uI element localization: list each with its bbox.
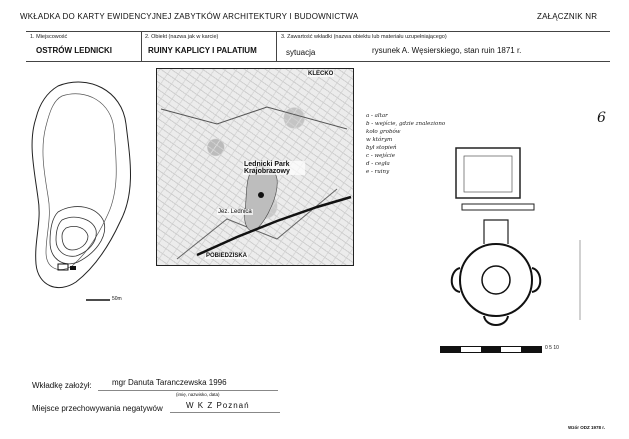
field-divider-2 <box>276 31 277 61</box>
palatium-inner <box>464 156 512 192</box>
map-road <box>161 107 347 129</box>
field-3-right-value: rysunek A. Węsierskiego, stan ruin 1871 r. <box>372 46 522 55</box>
drawing-scale-bar <box>440 346 542 353</box>
author-hint: (imię, nazwisko, data) <box>176 392 220 397</box>
map-label-lake: Jez. Lednica <box>218 209 252 215</box>
note-line: b - wejście, gdzie znaleziono <box>366 121 446 127</box>
island-contour-1 <box>43 94 116 270</box>
note-line: d - cegła <box>366 161 390 167</box>
drawing-scale-label: 0 5 10 <box>545 345 559 351</box>
map-lake <box>245 166 278 231</box>
field-divider-1 <box>141 31 142 61</box>
field-3-label: 3. Zawartość wkładki (nazwa obiektu lub materiału uzupełniającego) <box>281 34 447 40</box>
ruin-marker-2 <box>70 266 76 270</box>
note-line: c - wejście <box>366 153 396 159</box>
chapel-rotunda <box>460 244 532 316</box>
fields-bottom-rule <box>26 61 610 62</box>
fields-top-rule <box>26 31 610 32</box>
map-label-bottom: POBIEDZISKA <box>206 253 248 259</box>
field-3-left-value: sytuacja <box>286 48 316 57</box>
author-underline <box>98 390 278 391</box>
storage-underline <box>170 412 280 413</box>
island-contour-4 <box>62 226 88 250</box>
rotunda-apse-bottom <box>484 316 508 325</box>
note-line: a - altar <box>366 113 388 119</box>
rotunda-apse-right <box>532 268 540 292</box>
annex-label: ZAŁĄCZNIK NR <box>537 12 598 21</box>
note-line: w którym <box>366 137 393 143</box>
note-line: e - ruiny <box>366 169 390 175</box>
ruins-plan-sketch <box>440 120 610 360</box>
rotunda-apse-left <box>452 268 460 292</box>
island-outline-drawing <box>18 72 146 312</box>
author-label: Wkładkę założył: <box>32 381 92 390</box>
chapel-wall <box>462 204 534 210</box>
field-2-value: RUINY KAPLICY I PALATIUM <box>148 46 257 55</box>
storage-value: W K Z Poznań <box>186 401 250 410</box>
map-label-park: Lednicki Park Krajobrazowy <box>243 161 305 175</box>
map-town-marker <box>258 192 264 198</box>
map-railway-line <box>197 197 351 255</box>
form-title: WKŁADKA DO KARTY EWIDENCYJNEJ ZABYTKÓW ARCHITEKTURY I BUDOWNICTWA <box>20 12 359 21</box>
field-1-value: OSTRÓW LEDNICKI <box>36 46 112 55</box>
field-1-label: 1. Miejscowość <box>30 34 68 40</box>
map-label-top: KLECKO <box>308 71 334 77</box>
palatium-room <box>456 148 520 198</box>
island-scale-label: 50m <box>112 296 122 302</box>
author-value: mgr Danuta Taranczewska 1996 <box>112 378 227 387</box>
form-code: Wzór ODZ 1978 r. <box>568 425 606 430</box>
note-line: był stopień <box>366 145 397 151</box>
rotunda-center <box>482 266 510 294</box>
rotunda-nave <box>484 220 508 244</box>
note-line: koło grobów <box>366 129 401 135</box>
field-2-label: 2. Obiekt (nazwa jak w karcie) <box>145 34 219 40</box>
topographic-map <box>156 68 354 266</box>
sketch-page-number: 6 <box>597 110 606 126</box>
storage-label: Miejsce przechowywania negatywów <box>32 404 163 413</box>
